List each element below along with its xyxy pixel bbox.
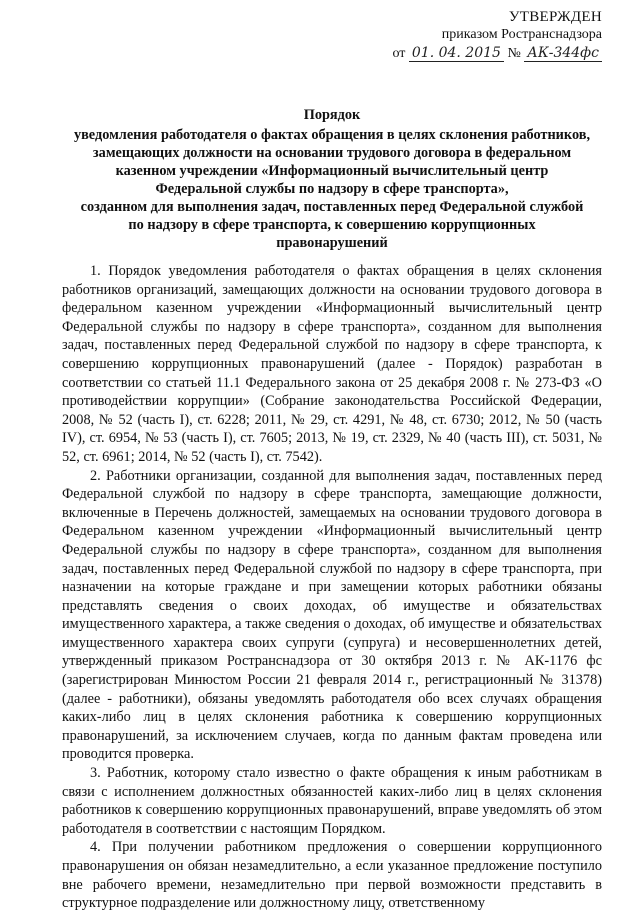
date-prefix: от — [392, 46, 406, 61]
title-line: казенном учреждении «Информационный вычислительный центр — [115, 163, 549, 179]
title-line: созданном для выполнения задач, поставленных перед Федеральной службой — [80, 199, 584, 215]
approval-stamp — [392, 8, 602, 63]
handwritten-number: АК-344фс — [524, 45, 602, 62]
handwritten-date: 01. 04. 2015 — [409, 45, 504, 62]
number-sign: № — [507, 46, 521, 61]
approval-date-line — [392, 44, 602, 63]
paragraph-3: 3. Работник, которому стало известно о факте обращения к иным работникам в связи с исполнением должностных обязанностей каких-либо лиц в целях склонения работников к совершению коррупционных правонарушений, вправе уведомлять об этом работодателя в соответствии с настоящим Порядком. — [62, 765, 602, 837]
approval-issuer: приказом Ространснадзора — [441, 27, 602, 42]
title-line: уведомления работодателя о фактах обращения в целях склонения работников, — [73, 127, 591, 143]
approval-title: УТВЕРЖДЕН — [508, 9, 602, 25]
paragraph-4: 4. При получении работником предложения о совершении коррупционного правонарушения он обязан незамедлительно, а если указанное предложение поступило вне рабочего времени, незамедлительно при первой возможности представить в структурное подразделение или должностному лицу, ответственному — [62, 839, 602, 912]
title-line: Федеральной службы по надзору в сфере транспорта», — [155, 181, 509, 197]
title-line: замещающих должности на основании трудового договора в федеральном — [92, 145, 572, 161]
paragraph-1: 1. Порядок уведомления работодателя о фактах обращения в целях склонения работников организаций, замещающих должности на основании трудового договора в федеральном казенном учреждении «Информационный вычислительный центр Федеральной службы по надзору в сфере транспорта», созданном для выполнения задач, поставленных перед Федеральной службой по надзору в сфере транспорта, к совершению коррупционных правонарушений (далее - Порядок) разработан в соответствии со статьей 11.1 Федерального закона от 25 декабря 2008 г. № 273-ФЗ «О противодействии коррупции» (Собрание законодательства Российской Федерации, 2008, № 52 (часть I), ст. 6228; 2011, № 29, ст. 4291, № 48, ст. 6730; 2012, № 50 (часть IV), ст. 6954, № 53 (часть I), ст. 7605; 2013, № 19, ст. 2329, № 40 (часть III), ст. 5031, № 52, ст. 6961; 2014, № 52 (часть I), ст. 7542). — [62, 263, 602, 465]
document-heading: Порядок — [303, 107, 361, 123]
title-line: по надзору в сфере транспорта, к совершению коррупционных — [128, 217, 536, 233]
paragraph-2: 2. Работники организации, созданной для выполнения задач, поставленных перед Федеральной службой по надзору в сфере транспорта, замещающие должности, включенные в Перечень должностей, замещаемых на основании трудового договора в Федеральном казенном учреждении «Информационный вычислительный центр Федеральной службы по надзору в сфере транспорта», созданном для выполнения задач, поставленных перед Федеральной службой по надзору в сфере транспорта, при назначении на которые граждане и при замещении которых работники обязаны представлять сведения о своих доходах, об имуществе и обязательствах имущественного характера, а также сведения о доходах, об имуществе и обязательствах имущественного характера своих супруги (супруга) и несовершеннолетних детей, утвержденный приказом Ространснадзора от 30 октября 2013 г. № АК-1176 фс (зарегистрирован Минюстом России 21 февраля 2014 г., регистрационный № 31378) (далее - работники), обязаны уведомлять работодателя обо всех случаях обращения каких-либо лиц в целях склонения работника к совершению коррупционных правонарушений, за исключением случаев, когда по данным фактам проведена или проводится проверка. — [62, 467, 602, 763]
document-title — [62, 106, 602, 252]
document-body — [62, 262, 602, 913]
title-line: правонарушений — [276, 235, 388, 251]
